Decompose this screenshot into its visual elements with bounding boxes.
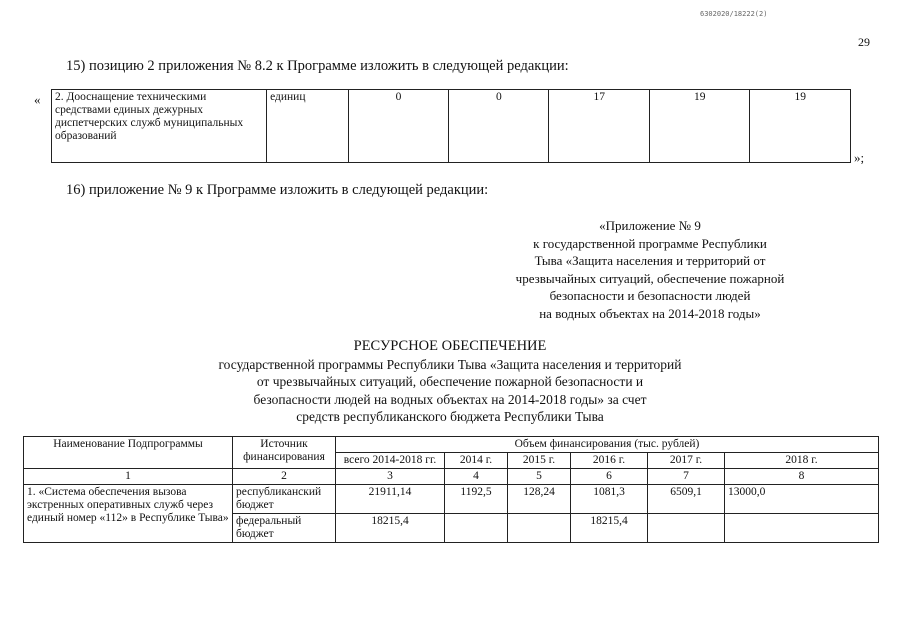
header-2016: 2016 г. xyxy=(571,453,648,469)
row-2014: 1192,5 xyxy=(445,485,508,514)
item-16-text: 16) приложение № 9 к Программе изложить в следующей редакции: xyxy=(66,182,489,198)
row-2017 xyxy=(648,514,725,543)
appendix-line: чрезвычайных ситуаций, обеспечение пожарной xyxy=(515,270,785,286)
position-name: 2. Дооснащение техническими средствами единых дежурных диспетчерских служб муниципальных образований xyxy=(52,90,267,163)
row-2017: 6509,1 xyxy=(648,485,725,514)
title-line: государственной программы Республики Тыва «Защита населения и территорий xyxy=(218,356,682,372)
page-number: 29 xyxy=(858,35,870,49)
appendix-line: безопасности и безопасности людей xyxy=(549,288,751,303)
header-2014: 2014 г. xyxy=(445,453,508,469)
row-total: 18215,4 xyxy=(336,514,445,543)
header-volume: Объем финансирования (тыс. рублей) xyxy=(336,437,879,453)
position-value-2: 0 xyxy=(449,90,549,163)
position-table xyxy=(51,89,851,163)
row-source: республиканский бюджет xyxy=(233,485,336,514)
row-2015: 128,24 xyxy=(508,485,571,514)
header-source: Источник финансирования xyxy=(233,437,336,469)
column-number: 7 xyxy=(648,469,725,485)
row-2016: 1081,3 xyxy=(571,485,648,514)
header-2017: 2017 г. xyxy=(648,453,725,469)
column-number-row xyxy=(24,469,879,485)
header-total: всего 2014-2018 гг. xyxy=(336,453,445,469)
item-15-text: 15) позицию 2 приложения № 8.2 к Программе изложить в следующей редакции: xyxy=(66,58,569,74)
appendix-line: Тыва «Защита населения и территорий от xyxy=(534,253,766,268)
title-main: РЕСУРСНОЕ ОБЕСПЕЧЕНИЕ xyxy=(353,338,547,354)
row-2015 xyxy=(508,514,571,543)
table-row xyxy=(52,90,851,163)
appendix-line: к государственной программе Республики xyxy=(533,235,767,251)
column-number: 4 xyxy=(445,469,508,485)
close-quote: »; xyxy=(854,150,865,165)
program-name: 1. «Система обеспечения вызова экстренных оперативных служб через единый номер «112» в Республике Тыва» xyxy=(24,485,233,543)
column-number: 5 xyxy=(508,469,571,485)
position-value-4: 19 xyxy=(649,90,749,163)
column-number: 6 xyxy=(571,469,648,485)
position-unit: единиц xyxy=(267,90,349,163)
table-row xyxy=(24,485,879,514)
header-2015: 2015 г. xyxy=(508,453,571,469)
open-quote: « xyxy=(34,92,41,107)
title-line: безопасности людей на водных объектах на 2014-2018 годы» за счет xyxy=(253,391,647,407)
row-2016: 18215,4 xyxy=(571,514,648,543)
row-2018: 13000,0 xyxy=(725,485,879,514)
position-value-3: 17 xyxy=(549,90,649,163)
position-value-1: 0 xyxy=(348,90,448,163)
row-2018 xyxy=(725,514,879,543)
resource-table xyxy=(23,436,879,543)
table-header-row xyxy=(24,437,879,453)
title-line: средств республиканского бюджета Республики Тыва xyxy=(296,409,604,424)
row-source: федеральный бюджет xyxy=(233,514,336,543)
appendix-line: на водных объектах на 2014-2018 годы» xyxy=(539,305,761,321)
position-value-5: 19 xyxy=(750,90,851,163)
row-total: 21911,14 xyxy=(336,485,445,514)
appendix-heading xyxy=(480,217,820,322)
appendix-line: «Приложение № 9 xyxy=(599,218,701,233)
column-number: 8 xyxy=(725,469,879,485)
header-2018: 2018 г. xyxy=(725,453,879,469)
row-2014 xyxy=(445,514,508,543)
document-stamp: 6302020/18222(2) xyxy=(700,10,768,18)
column-number: 1 xyxy=(24,469,233,485)
document-title xyxy=(120,338,780,426)
title-line: от чрезвычайных ситуаций, обеспечение пожарной безопасности и xyxy=(256,374,644,389)
column-number: 2 xyxy=(233,469,336,485)
column-number: 3 xyxy=(336,469,445,485)
header-name: Наименование Подпрограммы xyxy=(24,437,233,469)
